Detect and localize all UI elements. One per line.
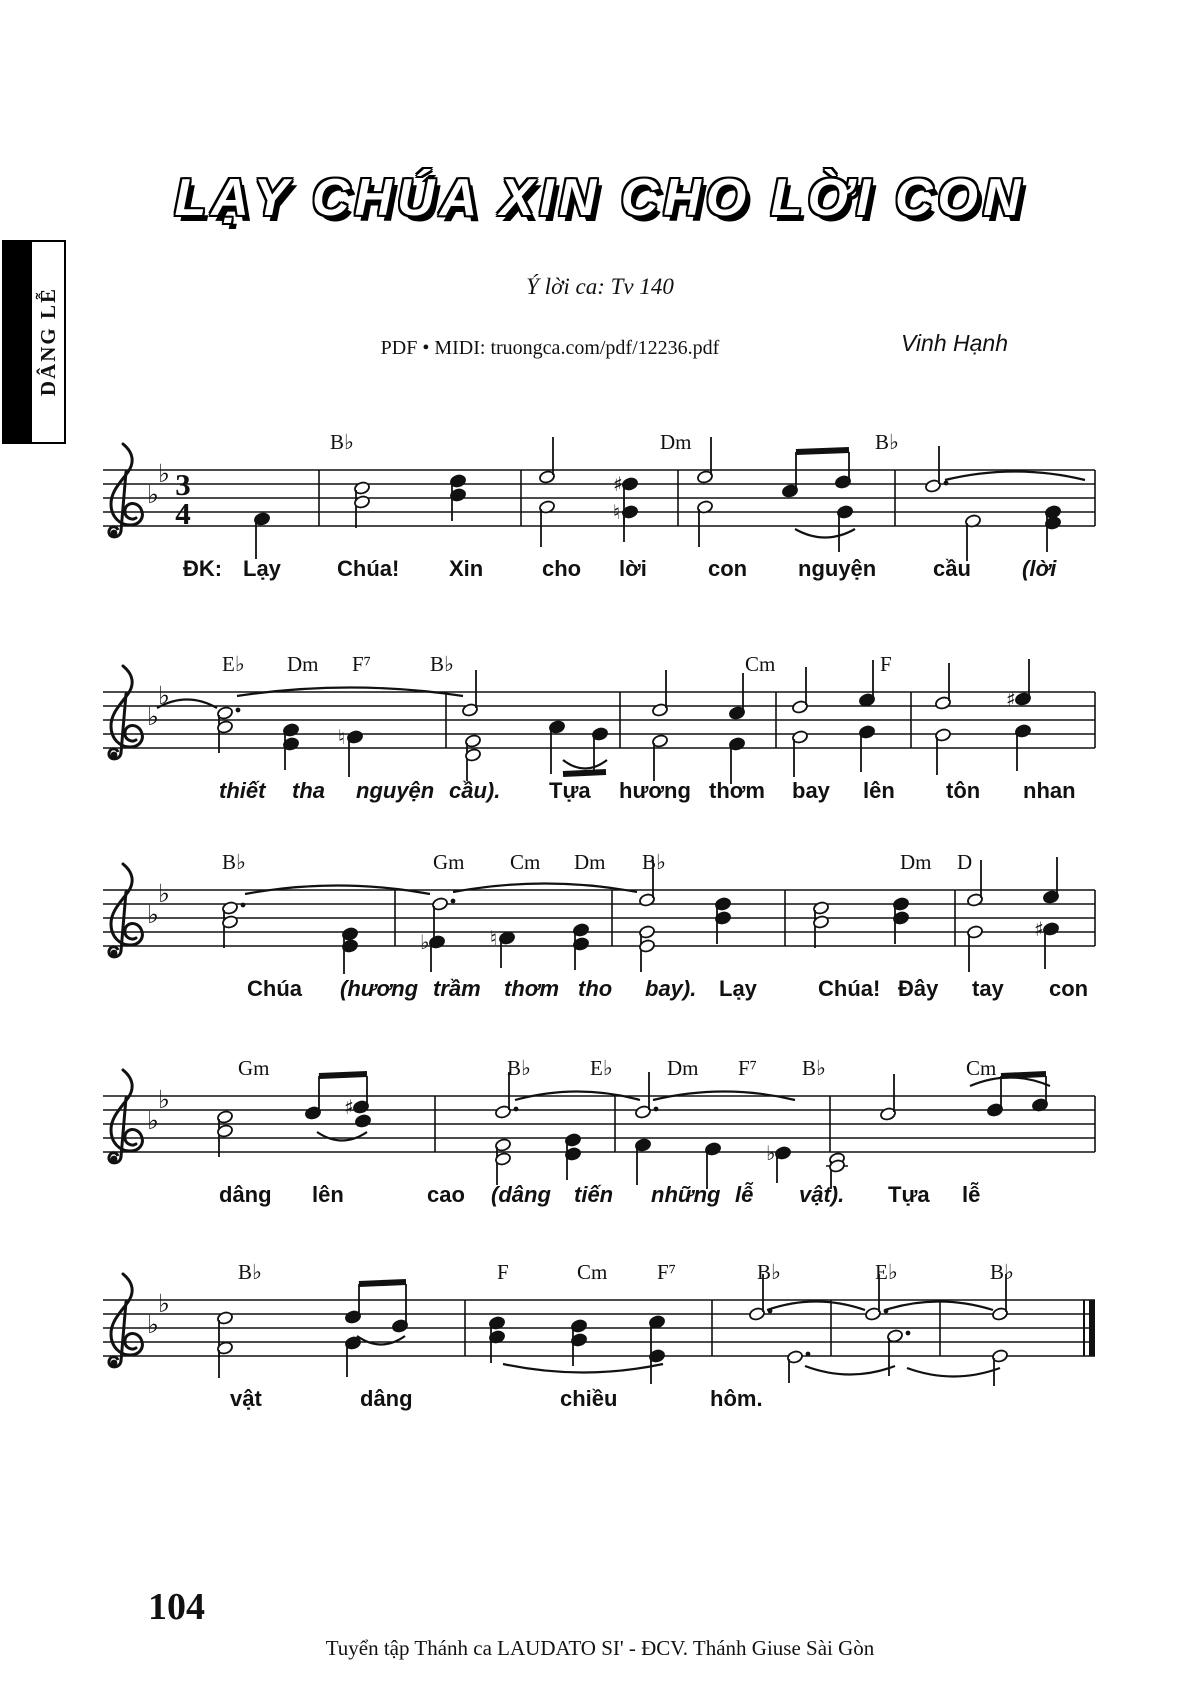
- pdf-midi-link-line: PDF • MIDI: truongca.com/pdf/12236.pdf: [380, 337, 720, 359]
- music-system-1: [95, 430, 1105, 600]
- accidental: ♮: [613, 500, 621, 524]
- chord-symbol: F: [880, 652, 892, 676]
- note: [729, 673, 746, 720]
- beam: [359, 1282, 406, 1284]
- lyric-syllable: bay: [792, 778, 830, 803]
- lyric-syllable: bay).: [645, 976, 697, 1001]
- slur: [907, 1368, 1000, 1377]
- accidental: ♮: [490, 926, 498, 950]
- note: [729, 737, 746, 784]
- chord-symbol: B♭: [238, 1260, 262, 1284]
- note: [792, 730, 809, 777]
- treble-clef-icon: [109, 864, 142, 957]
- lyric-syllable: tha: [292, 778, 325, 803]
- lyric-syllable: nguyện: [356, 778, 435, 803]
- note: [549, 720, 566, 774]
- accidental: ♭: [420, 930, 430, 954]
- beam: [1001, 1074, 1046, 1076]
- note: [965, 514, 982, 561]
- section-tab: [2, 240, 66, 444]
- lyric-syllable: lễ: [735, 1182, 754, 1207]
- page-number: 104: [148, 1586, 205, 1628]
- note: [935, 663, 952, 710]
- lyric-syllable: vật: [230, 1386, 262, 1411]
- note: [697, 437, 714, 484]
- chord-symbol: F⁷: [657, 1260, 677, 1284]
- lyric-syllable: lên: [312, 1182, 344, 1207]
- key-signature-flat: ♭: [158, 681, 170, 710]
- footer-credit: Tuyển tập Thánh ca LAUDATO SI' - ĐCV. Thánh Giuse Sài Gòn: [325, 1636, 875, 1660]
- lyric-syllable: (lời: [1022, 556, 1057, 581]
- chord-symbol: Gm: [433, 850, 465, 874]
- lyric-syllable: thơm: [504, 976, 560, 1001]
- chord-symbol: B♭: [757, 1260, 781, 1284]
- slur: [317, 1132, 367, 1141]
- beam: [563, 772, 606, 774]
- music-system-3: [95, 850, 1105, 1020]
- chord-symbol: Cm: [745, 652, 776, 676]
- key-signature-flat: ♭: [158, 1289, 170, 1318]
- note: [613, 500, 638, 542]
- note: [766, 1141, 791, 1183]
- lyric-syllable: cao: [427, 1182, 465, 1207]
- lyric-syllable: Chúa: [247, 976, 302, 1001]
- lyric-syllable: (dâng: [491, 1182, 551, 1207]
- note: [859, 660, 876, 707]
- chord-symbol: E♭: [590, 1056, 613, 1080]
- lyric-syllable: tay: [972, 976, 1004, 1001]
- lyric-syllable: nguyện: [798, 556, 877, 581]
- lyric-syllable: lời: [619, 556, 647, 581]
- slur: [453, 884, 637, 893]
- note: [652, 670, 669, 717]
- lyric-syllable: (hương: [340, 976, 419, 1001]
- chord-symbol: E♭: [875, 1260, 898, 1284]
- lyric-syllable: con: [708, 556, 748, 581]
- lyric-syllable: thơm: [709, 778, 765, 803]
- key-signature-flat: ♭: [147, 702, 159, 731]
- note: [462, 670, 479, 717]
- composer-name: Vinh Hạnh: [901, 330, 1008, 356]
- chord-symbol: Cm: [510, 850, 541, 874]
- chord-symbol: Cm: [966, 1056, 997, 1080]
- lyric-syllable: ĐK:: [183, 556, 223, 581]
- lyric-syllable: lên: [863, 778, 895, 803]
- note: [392, 1284, 409, 1333]
- slur: [767, 1302, 865, 1311]
- treble-clef-icon: [109, 444, 142, 537]
- chord-symbol: Dm: [287, 652, 319, 676]
- note: [792, 667, 809, 714]
- lyric-syllable: cầu).: [449, 778, 501, 803]
- chord-symbol: F⁷: [738, 1056, 758, 1080]
- key-signature-flat: ♭: [158, 459, 170, 488]
- slur: [503, 1364, 663, 1373]
- note: [880, 1074, 897, 1121]
- chord-symbol: Dm: [667, 1056, 699, 1080]
- key-signature-flat: ♭: [147, 1106, 159, 1135]
- lyric-syllable: con: [1049, 976, 1089, 1001]
- chord-symbol: B♭: [330, 430, 354, 454]
- accidental: ♯: [1034, 917, 1044, 941]
- chord-symbol: Gm: [238, 1056, 270, 1080]
- key-signature-flat: ♭: [158, 879, 170, 908]
- key-signature-flat: ♭: [147, 480, 159, 509]
- lyric-syllable: Tựa: [888, 1182, 930, 1207]
- final-barline-thick: [1089, 1300, 1095, 1356]
- note: [935, 728, 952, 775]
- lyric-syllable: vật).: [799, 1182, 845, 1207]
- song-title: LẠY CHÚA XIN CHO LỜI CON: [174, 169, 1026, 227]
- note: [420, 930, 445, 972]
- lyric-syllable: những: [651, 1182, 721, 1207]
- music-system-2: [95, 652, 1105, 822]
- note: [652, 734, 669, 781]
- lyric-syllable: nhan: [1023, 778, 1076, 803]
- lyric-syllable: dâng: [219, 1182, 272, 1207]
- chord-symbol: Cm: [577, 1260, 608, 1284]
- section-tab-label-wrap: [32, 242, 64, 442]
- chord-symbol: B♭: [642, 850, 666, 874]
- chord-symbol: B♭: [990, 1260, 1014, 1284]
- music-system-4: [95, 1056, 1105, 1226]
- key-signature-flat: ♭: [147, 900, 159, 929]
- note: [217, 1341, 234, 1378]
- lyric-syllable: Chúa!: [818, 976, 881, 1001]
- slur: [795, 529, 855, 538]
- slur: [357, 1336, 405, 1345]
- lyric-syllable: Xin: [449, 556, 484, 581]
- note: [539, 500, 556, 547]
- chord-symbol: B♭: [430, 652, 454, 676]
- lyric-syllable: lễ: [962, 1182, 981, 1207]
- note: [1006, 659, 1031, 711]
- note: [539, 437, 556, 484]
- accidental: ♯: [1006, 687, 1016, 711]
- chord-symbol: B♭: [802, 1056, 826, 1080]
- note: [1043, 857, 1060, 904]
- note: [344, 1076, 369, 1119]
- slur: [885, 1302, 993, 1311]
- note: [635, 1138, 652, 1185]
- lyric-syllable: Tựa: [549, 778, 591, 803]
- chord-symbol: B♭: [222, 850, 246, 874]
- accidental: ♯: [344, 1095, 354, 1119]
- chord-symbol: Dm: [660, 430, 692, 454]
- chord-symbol: F: [497, 1260, 509, 1284]
- note: [345, 1284, 362, 1324]
- lyric-syllable: cầu: [933, 556, 971, 581]
- section-tab-label: DÂNG LỄ: [35, 287, 60, 397]
- note: [355, 1114, 372, 1128]
- time-signature: 4: [175, 496, 191, 531]
- slur: [563, 760, 607, 769]
- key-signature-flat: ♭: [158, 1085, 170, 1114]
- treble-clef-icon: [109, 1070, 142, 1163]
- note: [254, 512, 271, 559]
- lyric-syllable: Lạy: [719, 976, 757, 1001]
- lyric-syllable: tho: [578, 976, 613, 1001]
- lyric-syllable: dâng: [360, 1386, 413, 1411]
- chord-symbol: D: [957, 850, 973, 874]
- lyric-syllable: hương: [619, 778, 691, 803]
- slur: [945, 472, 1085, 481]
- note: [782, 452, 799, 498]
- lyric-syllable: trầm: [433, 976, 481, 1001]
- lyric-syllable: Chúa!: [337, 556, 400, 581]
- lyric-syllable: Đây: [898, 976, 939, 1001]
- lyric-syllable: tiến: [574, 1182, 614, 1207]
- chord-symbol: Dm: [574, 850, 606, 874]
- chord-symbol: Dm: [900, 850, 932, 874]
- accidental: ♭: [766, 1141, 776, 1165]
- chord-symbol: B♭: [507, 1056, 531, 1080]
- treble-clef-icon: [109, 1274, 142, 1367]
- lyric-syllable: Lạy: [243, 556, 281, 581]
- accidental: ♮: [338, 725, 346, 749]
- beam: [319, 1074, 367, 1076]
- lyric-syllable: chiều: [560, 1386, 618, 1411]
- accidental: ♯: [613, 472, 623, 496]
- time-signature: 3: [175, 467, 191, 502]
- note: [837, 505, 854, 552]
- lyric-syllable: tôn: [946, 778, 981, 803]
- lyric-syllable: cho: [542, 556, 582, 581]
- lyric-syllable: thiết: [219, 778, 266, 803]
- chord-symbol: B♭: [875, 430, 899, 454]
- beam: [796, 450, 849, 452]
- note: [338, 725, 363, 777]
- note: [967, 925, 984, 972]
- chord-symbol: E♭: [222, 652, 245, 676]
- lyric-syllable: hôm.: [710, 1386, 763, 1411]
- chord-symbol: F⁷: [352, 652, 372, 676]
- section-tab-black-bar: [4, 242, 32, 442]
- note: [305, 1076, 322, 1120]
- music-system-5: [95, 1260, 1105, 1430]
- note: [1034, 917, 1059, 969]
- treble-clef-icon: [109, 666, 142, 759]
- note: [697, 500, 714, 547]
- slur: [805, 1366, 895, 1375]
- song-subtitle: Ý lời ca: Tv 140: [526, 274, 674, 299]
- note: [992, 1349, 1009, 1386]
- key-signature-flat: ♭: [147, 1310, 159, 1339]
